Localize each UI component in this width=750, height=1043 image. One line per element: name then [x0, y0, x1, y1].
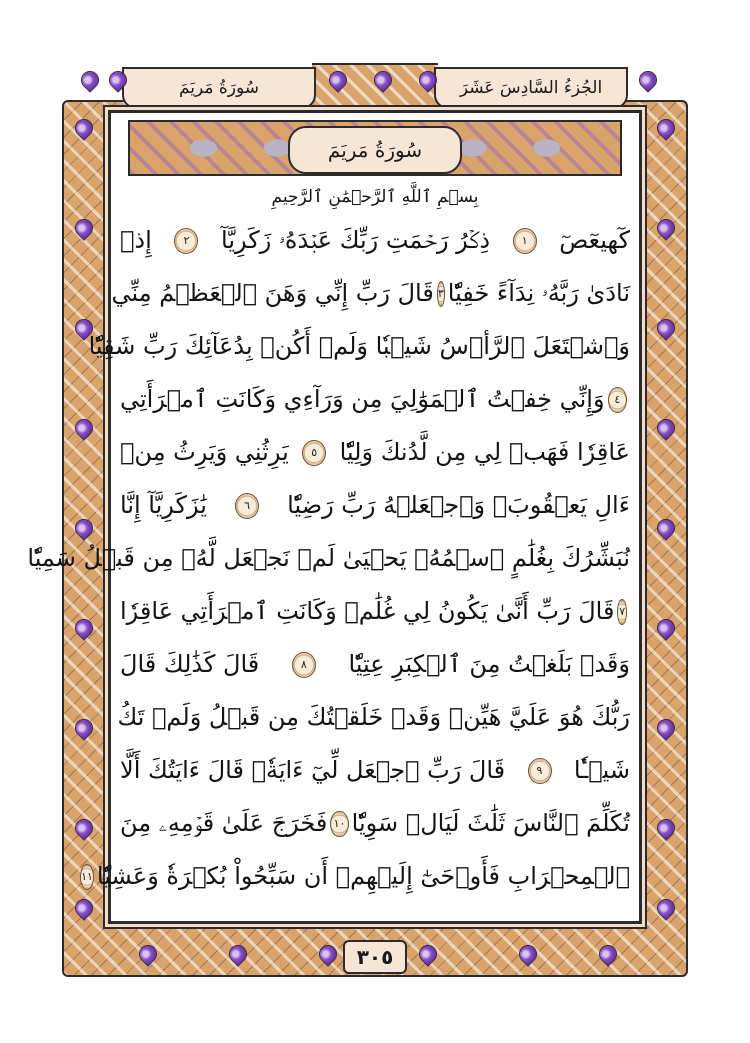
verse-line — [120, 585, 630, 638]
verse-text: يَرِثُنِي وَيَرِثُ مِنۡ — [120, 438, 289, 466]
ayah-end-marker-icon: ١٠ — [330, 811, 348, 837]
quran-text — [27, 180, 630, 903]
ayah-end-marker-icon: ٨ — [292, 652, 316, 678]
ayah-end-marker-icon: ٥ — [302, 440, 326, 466]
ayah-end-marker-icon: ٦ — [235, 493, 259, 519]
verse-text: قَالَ رَبِّ أَنَّىٰ يَكُونُ لِي غُلَٰمٞ وَكَانَتِ ٱمۡرَأَتِي عَاقِرٗا — [120, 597, 615, 625]
verse-text: كٓهيعٓصٓ — [559, 226, 630, 254]
verse-line — [117, 691, 630, 744]
ayah-end-marker-icon: ٤ — [608, 387, 627, 413]
basmala: بِسۡمِ ٱللَّهِ ٱلرَّحۡمَٰنِ ٱلرَّحِيمِ — [271, 187, 479, 207]
ayah-end-marker-icon: ١ — [513, 228, 537, 254]
surah-label: سُورَةُ مَريَمَ — [122, 67, 316, 109]
ayah-end-marker-icon: ١١ — [80, 864, 94, 890]
verse-text: شَيۡـٔٗا — [573, 756, 630, 784]
verse-text: فَخَرَجَ عَلَىٰ قَوۡمِهِۦ مِنَ — [120, 809, 328, 837]
ayah-end-marker-icon: ٢ — [174, 228, 198, 254]
verse-text: قَالَ رَبِّ ٱجۡعَل لِّيٓ ءَايَةٗۖ قَالَ ءَايَتُكَ أَلَّا — [120, 756, 506, 784]
verse-text: نُبَشِّرُكَ بِغُلَٰمٍ ٱسۡمُهُۥ يَحۡيَىٰ لَمۡ نَجۡعَل لَّهُۥ مِن قَبۡلُ سَمِيّٗا — [27, 544, 630, 572]
page-number: ٣٠٥ — [343, 940, 407, 974]
ayah-end-marker-icon: ٧ — [617, 599, 627, 625]
verse-line — [27, 532, 630, 585]
floral-ornament-icon — [312, 63, 438, 113]
verse-line — [120, 426, 630, 479]
juz-label: الجُزءُ السَّادِسَ عَشَرَ — [434, 67, 628, 109]
verse-text: ءَالِ يَعۡقُوبَۖ وَٱجۡعَلۡهُ رَبِّ رَضِيّٗا — [287, 491, 630, 519]
verse-line — [120, 744, 630, 797]
verse-text: يَٰزَكَرِيَّآ إِنَّا — [120, 491, 207, 519]
ayah-end-marker-icon: ٩ — [528, 758, 552, 784]
verse-line — [111, 267, 630, 320]
verse-line — [120, 638, 630, 691]
verse-text: وَإِنِّي خِفۡتُ ٱلۡمَوَٰلِيَ مِن وَرَآءِي وَكَانَتِ ٱمۡرَأَتِي — [120, 385, 605, 413]
verse-line — [120, 797, 630, 850]
verse-line — [81, 850, 630, 903]
verse-text: قَالَ كَذَٰلِكَ قَالَ — [120, 650, 260, 678]
verse-text: نَادَىٰ رَبَّهُۥ نِدَآءً خَفِيّٗا — [447, 279, 630, 307]
verse-lines — [27, 214, 630, 903]
verse-text: قَالَ رَبِّ إِنِّي وَهَنَ ٱلۡعَظۡمُ مِنِّي — [111, 279, 434, 307]
verse-text: ذِكۡرُ رَحۡمَتِ رَبِّكَ عَبۡدَهُۥ زَكَرِيَّآ — [221, 226, 491, 254]
verse-text: وَقَدۡ بَلَغۡتُ مِنَ ٱلۡكِبَرِ عِتِيّٗا — [348, 650, 630, 678]
verse-line — [120, 479, 630, 532]
verse-line — [88, 320, 630, 373]
verse-text: وَٱشۡتَعَلَ ٱلرَّأۡسُ شَيۡبٗا وَلَمۡ أَكُنۢ بِدُعَآئِكَ رَبِّ شَقِيّٗا — [88, 332, 630, 360]
page-footer — [62, 932, 688, 977]
page-header — [62, 63, 688, 113]
verse-line — [120, 214, 630, 267]
verse-line — [120, 373, 630, 426]
verse-text: تُكَلِّمَ ٱلنَّاسَ ثَلَٰثَ لَيَالٖ سَوِيّٗا — [351, 809, 630, 837]
ayah-end-marker-icon: ٣ — [437, 281, 445, 307]
verse-text: ٱلۡمِحۡرَابِ فَأَوۡحَىٰٓ إِلَيۡهِمۡ أَن سَبِّحُواْ بُكۡرَةٗ وَعَشِيّٗا — [96, 862, 630, 890]
verse-text: رَبُّكَ هُوَ عَلَيَّ هَيِّنٞ وَقَدۡ خَلَقۡتُكَ مِن قَبۡلُ وَلَمۡ تَكُ — [117, 703, 630, 731]
surah-header-band — [128, 120, 622, 176]
verse-text: إِذۡ — [120, 226, 152, 254]
surah-title: سُورَةُ مَريَمَ — [288, 126, 462, 174]
verse-text: عَاقِرٗا فَهَبۡ لِي مِن لَّدُنكَ وَلِيّٗا — [339, 438, 630, 466]
